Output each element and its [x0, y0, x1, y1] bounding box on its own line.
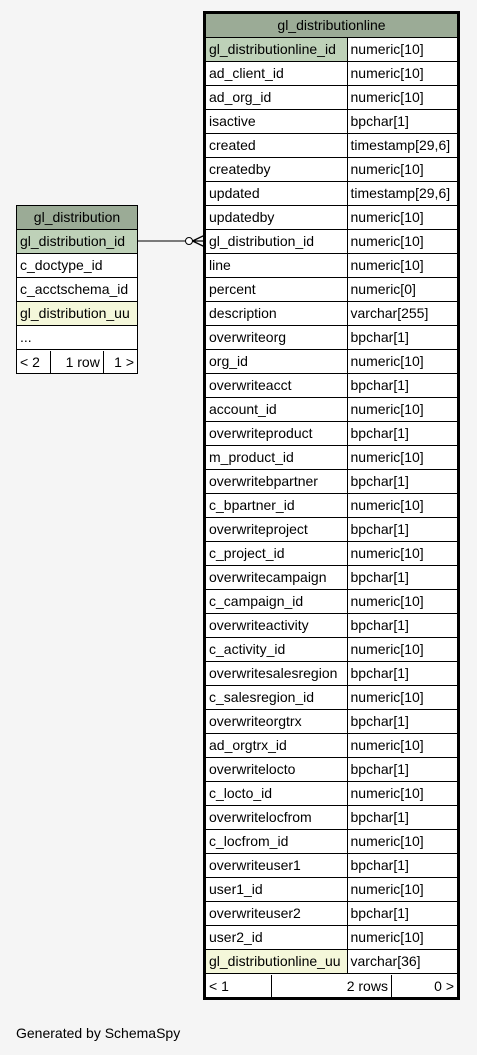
column-name[interactable]: org_id — [205, 350, 348, 374]
column-name[interactable]: overwritesalesregion — [205, 662, 348, 686]
column-name[interactable]: c_campaign_id — [205, 590, 348, 614]
column-name[interactable]: gl_distribution_uu — [17, 302, 138, 326]
column-name[interactable]: c_locto_id — [205, 782, 348, 806]
column-name[interactable]: updated — [205, 182, 348, 206]
column-name[interactable]: overwriteactivity — [205, 614, 348, 638]
column-type: numeric[10] — [347, 782, 458, 806]
column-name[interactable]: c_project_id — [205, 542, 348, 566]
column-type: bpchar[1] — [347, 326, 458, 350]
column-name[interactable]: m_product_id — [205, 446, 348, 470]
column-name[interactable]: account_id — [205, 398, 348, 422]
column-type: bpchar[1] — [347, 110, 458, 134]
column-name[interactable]: createdby — [205, 158, 348, 182]
column-name[interactable]: overwriteorg — [205, 326, 348, 350]
column-name[interactable]: ad_orgtrx_id — [205, 734, 348, 758]
column-type: numeric[10] — [347, 398, 458, 422]
column-name[interactable]: ad_client_id — [205, 62, 348, 86]
column-name[interactable]: gl_distribution_id — [205, 230, 348, 254]
column-type: numeric[10] — [347, 86, 458, 110]
column-type: numeric[10] — [347, 494, 458, 518]
column-type: numeric[10] — [347, 590, 458, 614]
column-name[interactable]: overwritecampaign — [205, 566, 348, 590]
column-name[interactable]: overwriteacct — [205, 374, 348, 398]
row-count: 1 row — [51, 351, 104, 373]
column-type: bpchar[1] — [347, 758, 458, 782]
column-type: bpchar[1] — [347, 806, 458, 830]
column-type: bpchar[1] — [347, 902, 458, 926]
generated-by-credit: Generated by SchemaSpy — [16, 1025, 181, 1041]
column-name[interactable]: overwriteuser1 — [205, 854, 348, 878]
column-type: timestamp[29,6] — [347, 182, 458, 206]
column-name[interactable]: ad_org_id — [205, 86, 348, 110]
column-type: numeric[10] — [347, 62, 458, 86]
column-name[interactable]: user2_id — [205, 926, 348, 950]
column-name[interactable]: updatedby — [205, 206, 348, 230]
column-type: numeric[10] — [347, 542, 458, 566]
column-name[interactable]: overwriteproject — [205, 518, 348, 542]
column-name[interactable]: overwriteuser2 — [205, 902, 348, 926]
column-type: numeric[10] — [347, 38, 458, 62]
column-name[interactable]: c_locfrom_id — [205, 830, 348, 854]
column-type: numeric[10] — [347, 158, 458, 182]
column-type: varchar[255] — [347, 302, 458, 326]
column-type: bpchar[1] — [347, 422, 458, 446]
column-name[interactable]: user1_id — [205, 878, 348, 902]
column-name[interactable]: c_salesregion_id — [205, 686, 348, 710]
column-name[interactable]: overwritelocfrom — [205, 806, 348, 830]
column-type: bpchar[1] — [347, 566, 458, 590]
column-name[interactable]: created — [205, 134, 348, 158]
column-name[interactable]: c_doctype_id — [17, 254, 138, 278]
children-link[interactable]: 0 > — [391, 975, 457, 997]
column-type: numeric[0] — [347, 278, 458, 302]
column-type: numeric[10] — [347, 926, 458, 950]
column-name[interactable]: overwriteorgtrx — [205, 710, 348, 734]
column-type: bpchar[1] — [347, 710, 458, 734]
parents-link[interactable]: < 2 — [20, 353, 40, 370]
column-type: numeric[10] — [347, 878, 458, 902]
column-type: bpchar[1] — [347, 854, 458, 878]
column-name[interactable]: percent — [205, 278, 348, 302]
column-type: numeric[10] — [347, 734, 458, 758]
column-type: numeric[10] — [347, 254, 458, 278]
column-name[interactable]: ... — [17, 326, 138, 350]
parents-link[interactable]: < 1 — [209, 977, 229, 994]
column-name[interactable]: line — [205, 254, 348, 278]
column-type: numeric[10] — [347, 638, 458, 662]
column-type: bpchar[1] — [347, 374, 458, 398]
relationship-optional-circle — [186, 238, 193, 245]
table-title[interactable]: gl_distributionline — [205, 13, 459, 38]
column-name[interactable]: gl_distribution_id — [17, 230, 138, 254]
column-type: bpchar[1] — [347, 614, 458, 638]
column-type: varchar[36] — [347, 950, 458, 974]
column-name[interactable]: overwritebpartner — [205, 470, 348, 494]
column-type: numeric[10] — [347, 350, 458, 374]
column-type: numeric[10] — [347, 206, 458, 230]
column-name[interactable]: c_acctschema_id — [17, 278, 138, 302]
column-type: numeric[10] — [347, 686, 458, 710]
column-name[interactable]: overwriteproduct — [205, 422, 348, 446]
column-name[interactable]: description — [205, 302, 348, 326]
column-type: numeric[10] — [347, 830, 458, 854]
column-type: bpchar[1] — [347, 662, 458, 686]
column-type: numeric[10] — [347, 230, 458, 254]
column-name[interactable]: isactive — [205, 110, 348, 134]
children-link[interactable]: 1 > — [103, 351, 137, 373]
column-type: bpchar[1] — [347, 518, 458, 542]
row-count: 2 rows — [272, 975, 392, 997]
table-title[interactable]: gl_distribution — [17, 206, 138, 230]
column-name[interactable]: c_activity_id — [205, 638, 348, 662]
column-type: numeric[10] — [347, 446, 458, 470]
column-type: bpchar[1] — [347, 470, 458, 494]
column-name[interactable]: gl_distributionline_uu — [205, 950, 348, 974]
column-type: timestamp[29,6] — [347, 134, 458, 158]
column-name[interactable]: gl_distributionline_id — [205, 38, 348, 62]
column-name[interactable]: c_bpartner_id — [205, 494, 348, 518]
column-name[interactable]: overwritelocto — [205, 758, 348, 782]
relationship-crowfoot — [193, 236, 205, 247]
